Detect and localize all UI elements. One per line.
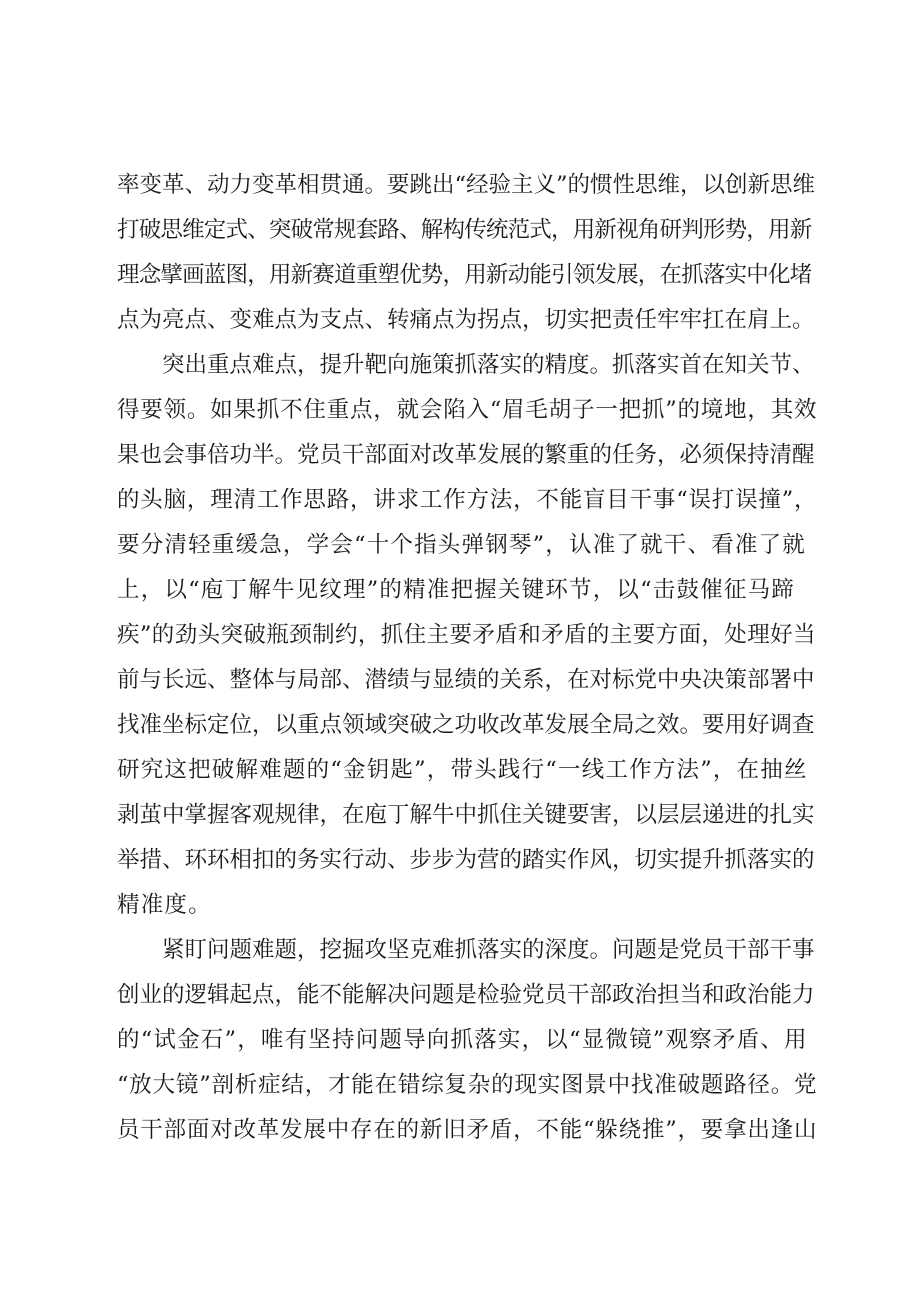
- text-line: 打破思维定式、突破常规套路、解构传统范式，用新视角研判形势，用新: [117, 217, 812, 243]
- text-line: 率变革、动力变革相贯通。要跳出“经验主义”的惯性思维，以创新思维: [117, 172, 816, 198]
- text-line: 得要领。如果抓不住重点，就会陷入“眉毛胡子一把抓”的境地，其效: [117, 397, 818, 423]
- paragraph-first-line: 紧盯问题难题，挖掘攻坚克难抓落实的深度。问题是党员干部干事: [162, 937, 815, 963]
- text-line: “放大镜”剖析症结，才能在错综复杂的现实图景中找准破题路径。党: [117, 1072, 818, 1098]
- text-line: 剥茧中掌握客观规律，在庖丁解牛中抓住关键要害，以层层递进的扎实: [117, 802, 815, 828]
- text-line: 找准坐标定位，以重点领域突破之功收改革发展全局之效。要用好调查: [117, 712, 815, 738]
- text-line: 创业的逻辑起点，能不能解决问题是检验党员干部政治担当和政治能力: [117, 982, 815, 1008]
- text-line: 的头脑，理清工作思路，讲求工作方法，不能盲目干事“误打误撞”，: [117, 487, 818, 513]
- text-line: 员干部面对改革发展中存在的新旧矛盾，不能“躲绕推”，要拿出逢山: [117, 1117, 818, 1143]
- text-line: 的“试金石”，唯有坚持问题导向抓落实，以“显微镜”观察矛盾、用: [117, 1027, 808, 1053]
- text-line: 要分清轻重缓急，学会“十个指头弹钢琴”，认准了就干、看准了就: [117, 532, 807, 558]
- paragraph-first-line: 突出重点难点，提升靶向施策抓落实的精度。抓落实首在知关节、: [162, 352, 815, 378]
- text-line: 点为亮点、变难点为支点、转痛点为拐点，切实把责任牢牢扛在肩上。: [117, 307, 815, 333]
- text-line: 理念擘画蓝图，用新赛道重塑优势，用新动能引领发展，在抓落实中化堵: [117, 262, 812, 288]
- text-line: 果也会事倍功半。党员干部面对改革发展的繁重的任务，必须保持清醒: [117, 442, 815, 468]
- text-line: 前与长远、整体与局部、潜绩与显绩的关系，在对标党中央决策部署中: [117, 667, 815, 693]
- text-line: 研究这把破解难题的“金钥匙”，带头践行“一线工作方法”，在抽丝: [117, 757, 808, 783]
- text-line: 精准度。: [117, 892, 212, 918]
- text-line: 疾”的劲头突破瓶颈制约，抓住主要矛盾和矛盾的主要方面，处理好当: [117, 622, 816, 648]
- text-line: 上，以“庖丁解牛见纹理”的精准把握关键环节，以“击鼓催征马蹄: [117, 577, 796, 603]
- text-line: 举措、环环相扣的务实行动、步步为营的踏实作风，切实提升抓落实的: [117, 847, 815, 873]
